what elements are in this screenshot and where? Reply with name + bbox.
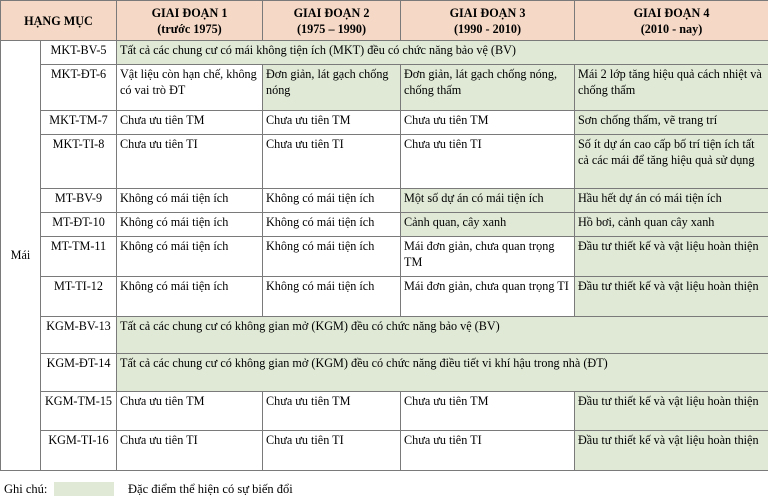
table-row [1,237,768,277]
cell-period-2: Chưa ưu tiên TI [263,135,401,189]
row-code: MKT-BV-5 [41,41,117,65]
cell-period-4: Số ít dự án cao cấp bố trí tiện ích tất cả các mái để tăng hiệu quả sử dụng [575,135,768,189]
cell-period-4: Đầu tư thiết kế và vật liệu hoàn thiện [575,431,768,471]
row-code: MKT-ĐT-6 [41,65,117,111]
note-label: Ghi chú: [4,482,48,496]
row-code: KGM-BV-13 [41,317,117,354]
cell-period-3: Cảnh quan, cây xanh [401,213,575,237]
table-row [1,65,768,111]
cell-period-3: Mái đơn giản, chưa quan trọng TM [401,237,575,277]
cell-period-3: Một số dự án có mái tiện ích [401,189,575,213]
merged-cell: Tất cả các chung cư có không gian mở (KGM) đều có chức năng điều tiết vi khí hậu trong nhà (ĐT) [117,354,768,392]
cell-period-4: Đầu tư thiết kế và vật liệu hoàn thiện [575,392,768,431]
header-period-3: GIAI ĐOẠN 3 (1990 - 2010) [401,1,575,41]
cell-period-2: Không có mái tiện ích [263,237,401,277]
row-code: MKT-TM-7 [41,111,117,135]
cell-period-3: Chưa ưu tiên TM [401,111,575,135]
cell-period-2: Không có mái tiện ích [263,213,401,237]
cell-period-3: Chưa ưu tiên TI [401,431,575,471]
table-row [1,135,768,189]
row-code: MT-ĐT-10 [41,213,117,237]
cell-period-4: Mái 2 lớp tăng hiệu quả cách nhiệt và chống thấm [575,65,768,111]
cell-period-4: Hầu hết dự án có mái tiện ích [575,189,768,213]
row-code: MT-TM-11 [41,237,117,277]
legend-note [0,479,768,500]
cell-period-4: Đầu tư thiết kế và vật liệu hoàn thiện [575,237,768,277]
cell-period-2: Không có mái tiện ích [263,277,401,317]
cell-period-1: Không có mái tiện ích [117,189,263,213]
header-period-2: GIAI ĐOẠN 2 (1975 – 1990) [263,1,401,41]
cell-period-2: Chưa ưu tiên TM [263,111,401,135]
cell-period-1: Không có mái tiện ích [117,213,263,237]
table-row [1,354,768,392]
table-row [1,431,768,471]
header-row [1,1,768,41]
cell-period-3: Đơn giản, lát gạch chống nóng, chống thấm [401,65,575,111]
row-code: MT-BV-9 [41,189,117,213]
cell-period-1: Chưa ưu tiên TM [117,392,263,431]
row-code: KGM-TM-15 [41,392,117,431]
cell-period-4: Hồ bơi, cảnh quan cây xanh [575,213,768,237]
table-row [1,111,768,135]
row-code: MT-TI-12 [41,277,117,317]
category-label: Mái [1,41,41,471]
table-row [1,392,768,431]
row-code: KGM-ĐT-14 [41,354,117,392]
header-period-1: GIAI ĐOẠN 1 (trước 1975) [117,1,263,41]
cell-period-1: Chưa ưu tiên TI [117,431,263,471]
cell-period-4: Đầu tư thiết kế và vật liệu hoàn thiện [575,277,768,317]
legend-swatch [54,482,114,496]
header-category: HẠNG MỤC [1,1,117,41]
cell-period-3: Chưa ưu tiên TM [401,392,575,431]
cell-period-1: Không có mái tiện ích [117,237,263,277]
cell-period-2: Chưa ưu tiên TM [263,392,401,431]
table-row [1,317,768,354]
cell-period-4: Sơn chống thấm, vẽ trang trí [575,111,768,135]
header-period-4: GIAI ĐOẠN 4 (2010 - nay) [575,1,768,41]
row-code: KGM-TI-16 [41,431,117,471]
cell-period-1: Không có mái tiện ích [117,277,263,317]
row-code: MKT-TI-8 [41,135,117,189]
table-row [1,277,768,317]
cell-period-1: Vật liệu còn hạn chế, không có vai trò ĐT [117,65,263,111]
table-row [1,41,768,65]
merged-cell: Tất cả các chung cư có không gian mở (KGM) đều có chức năng bảo vệ (BV) [117,317,768,354]
cell-period-3: Mái đơn giản, chưa quan trọng TI [401,277,575,317]
cell-period-3: Chưa ưu tiên TI [401,135,575,189]
table-row [1,213,768,237]
cell-period-2: Không có mái tiện ích [263,189,401,213]
cell-period-2: Chưa ưu tiên TI [263,431,401,471]
cell-period-1: Chưa ưu tiên TI [117,135,263,189]
note-text: Đặc điểm thể hiện có sự biến đổi [128,482,293,496]
cell-period-1: Chưa ưu tiên TM [117,111,263,135]
merged-cell: Tất cả các chung cư có mái không tiện ích (MKT) đều có chức năng bảo vệ (BV) [117,41,768,65]
table-row [1,189,768,213]
cell-period-2: Đơn giản, lát gạch chống nóng [263,65,401,111]
